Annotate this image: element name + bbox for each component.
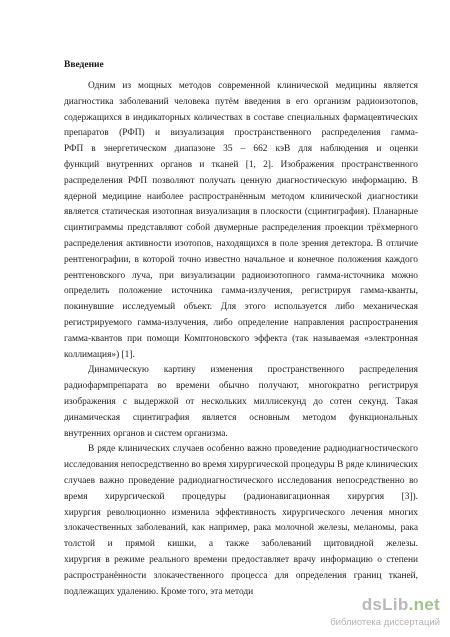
- text-line: внутренних органов и систем организма.: [64, 428, 228, 439]
- text-line: сцинтиграммы представляют собой двумерные распределения проекции трёхмерного: [64, 223, 418, 234]
- text-line: коллимация») [1].: [64, 349, 135, 360]
- text-line: покинувшие исследуемый объект. Для этого используется либо механическая: [64, 302, 418, 313]
- text-line: определить положение источника гамма-излучения, регистрируя гамма-кванты,: [64, 286, 418, 297]
- watermark: [312, 595, 442, 633]
- watermark-logo: [362, 595, 440, 615]
- text-line: ядерной медицине наиболее распространённым методом клинической диагностики: [64, 191, 418, 202]
- text-line: злокачественных заболеваний, как например, рака молочной железы, меланомы, рака: [64, 523, 418, 534]
- text-line: толстой и прямой кишки, а также заболеваний щитовидной железы.: [64, 539, 418, 550]
- text-line: РФП в энергетическом диапазоне 35 – 662 кэВ для наблюдения и оценки: [64, 144, 418, 155]
- text-line: распространённости злокачественного процесса для определения границ тканей,: [64, 570, 418, 581]
- text-line: рентгеновского луча, при визуализации радиоизотопного гамма-источника можно: [64, 270, 418, 281]
- text-line: случаев важно проведение радиодиагностического исследования непосредственно во: [64, 475, 418, 486]
- text-line: время хирургической процедуры (радионавигационная хирургия [3]).: [64, 491, 418, 502]
- text-line: распределения активности изотопов, находящихся в поле зрения детектора. В отличие: [64, 238, 418, 249]
- text-line: подлежащих удалению. Кроме того, эта методи: [64, 586, 254, 597]
- text-line: функций внутренних органов и тканей [1, 2]. Изображения пространственного: [64, 159, 418, 170]
- text-line: исследования непосредственно во время хирургической процедуры В ряде клинических: [64, 460, 418, 471]
- text-line: распределения РФП позволяют получать ценную диагностическую информацию. В: [64, 175, 418, 186]
- text-line: В ряде клинических случаев особенно важно проведение радиодиагностического: [88, 444, 418, 455]
- text-line: хирургия в режиме реального времени предоставляет врачу информацию о степени: [64, 554, 418, 565]
- text-line: рентгенографии, в которой точно известно начальное и конечное положения каждого: [64, 254, 418, 265]
- text-line: регистрируемого гамма-излучения, либо определение направления распространения: [64, 317, 418, 328]
- watermark-subtitle: библиотека диссертаций: [330, 617, 440, 628]
- text-line: диагностика заболеваний человека путём введения в его организм радиоизотопов,: [64, 96, 418, 107]
- text-line: Динамическую картину изменения пространственного распределения: [88, 365, 418, 376]
- watermark-logo-suffix: .net: [408, 595, 440, 614]
- text-line: является статическая изотопная визуализация в плоскости (сцинтиграфия). Планарные: [64, 207, 418, 218]
- text-line: радиофармпрепарата во времени обычно получают, многократно регистрируя: [64, 381, 418, 392]
- text-line: гамма-квантов при помощи Комптоновского эффекта (так называемая «электронная: [64, 333, 418, 344]
- text-line: препаратов (РФП) и визуализация пространственного распределения гамма-: [64, 128, 418, 139]
- text-line: хирургия революционно изменила эффективность хирургического лечения многих: [64, 507, 418, 518]
- text-line: Одним из мощных методов современной клинической медицины является: [88, 81, 418, 91]
- section-heading: Введение: [64, 60, 104, 70]
- watermark-logo-prefix: dsLib: [361, 595, 409, 614]
- text-line: содержащихся в индикаторных количествах в составе специальных фармацевтических: [64, 112, 418, 123]
- body-text: [64, 79, 418, 600]
- text-line: динамическая сцинтиграфия является основным методом функциональных: [64, 412, 418, 423]
- text-line: изображения с выдержкой от нескольких миллисекунд до сотен секунд. Такая: [64, 396, 418, 407]
